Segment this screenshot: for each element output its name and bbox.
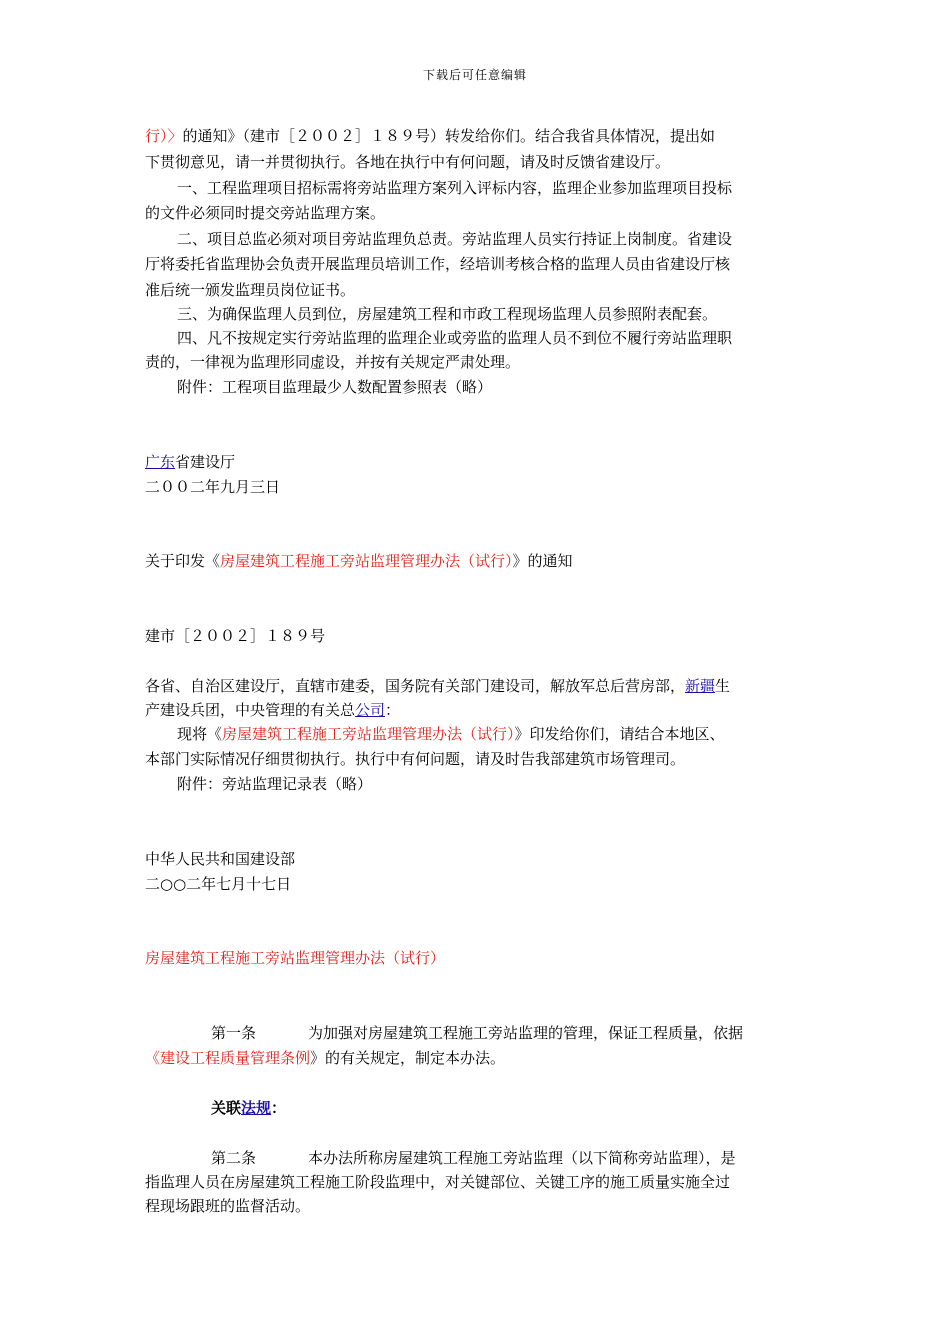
signature-2-date: 二○○二年七月十七日: [145, 875, 292, 893]
recipients-text-1: 各省、自治区建设厅，直辖市建委，国务院有关部门建设司，解放军总后营房部，: [145, 677, 686, 695]
signature-1-org-rest: 省建设厅: [175, 453, 236, 471]
article-1-text-end: 》的有关规定，制定本办法。: [310, 1049, 506, 1067]
item-4-line-2: 责的，一律视为监理形同虚设，并按有关规定严肃处理。: [145, 353, 521, 371]
company-link[interactable]: 公司: [355, 701, 386, 719]
item-2-line-1: 二、项目总监必须对项目旁站监理负总责。旁站监理人员实行持证上岗制度。省建设: [177, 230, 733, 248]
guangdong-link[interactable]: 广东: [145, 453, 176, 471]
article-1-line-2: [145, 1048, 505, 1068]
recipients-text-3: 产建设兵团，中央管理的有关总: [145, 701, 356, 719]
intro-line-2: 下贯彻意见，请一并贯彻执行。各地在执行中有何问题，请及时反馈省建设厅。: [145, 153, 671, 171]
notice-body-red: 房屋建筑工程施工旁站监理管理办法（试行）: [222, 725, 515, 743]
recipients-line-1: [145, 676, 730, 696]
signature-2-org: 中华人民共和国建设部: [145, 850, 296, 868]
notice-body-line-1: [177, 724, 725, 744]
recipients-text-2: 生: [715, 677, 731, 695]
notice-title-red: 房屋建筑工程施工旁站监理管理办法（试行）: [220, 552, 513, 570]
document-number: 建市［２００２］１８９号: [145, 627, 326, 645]
article-2-label: 第二条: [211, 1149, 257, 1167]
item-2-line-3: 准后统一颁发监理员岗位证书。: [145, 281, 356, 299]
item-4-line-1: 四、凡不按规定实行旁站监理的监理企业或旁监的监理人员不到位不履行旁站监理职: [177, 329, 733, 347]
intro-line-1: [145, 126, 715, 146]
article-1-line-1: [211, 1023, 743, 1043]
related-colon: ：: [271, 1099, 287, 1117]
article-2-line-1: [211, 1148, 736, 1168]
article-1-label: 第一条: [211, 1024, 257, 1042]
item-3: 三、为确保监理人员到位，房屋建筑工程和市政工程现场监理人员参照附表配套。: [177, 305, 718, 323]
article-2-line-3: 程现场跟班的监督活动。: [145, 1197, 311, 1215]
article-2-line-2: 指监理人员在房屋建筑工程施工阶段监理中，对关键部位、关键工序的施工质量实施全过: [145, 1173, 731, 1191]
notice-body-post: 》印发给你们，请结合本地区、: [514, 725, 725, 743]
article-1-regulation: 建设工程质量管理条例: [160, 1049, 311, 1067]
notice-title-pre: 关于印发《: [145, 552, 221, 570]
measures-title: 房屋建筑工程施工旁站监理管理办法（试行）: [145, 949, 446, 967]
notice-body-pre: 现将《: [177, 725, 223, 743]
page-header: 下载后可任意编辑: [422, 68, 527, 82]
xinjiang-link[interactable]: 新疆: [685, 677, 716, 695]
signature-1-org: [145, 452, 235, 472]
recipients-text-4: ：: [385, 701, 401, 719]
attachment-2: 附件：旁站监理记录表（略）: [177, 775, 373, 793]
related-label: 关联: [211, 1099, 242, 1117]
recipients-line-2: [145, 700, 400, 720]
item-1-line-1: 一、工程监理项目招标需将旁站监理方案列入评标内容，监理企业参加监理项目投标: [177, 179, 733, 197]
signature-1-date: 二００二年九月三日: [145, 478, 281, 496]
intro-red-text: 行）〉: [145, 127, 183, 145]
related-regulations: [211, 1098, 286, 1118]
notice-title-post: 》的通知: [512, 552, 573, 570]
article-2-text: 本办法所称房屋建筑工程施工旁站监理（以下简称旁站监理），是: [308, 1149, 736, 1167]
attachment-1: 附件：工程项目监理最少人数配置参照表（略）: [177, 378, 493, 396]
intro-text: 的通知》（建市［２００２］１８９号）转发给你们。结合我省具体情况，提出如: [182, 127, 716, 145]
notice-title: [145, 551, 573, 571]
item-2-line-2: 厅将委托省监理协会负责开展监理员培训工作，经培训考核合格的监理人员由省建设厅核: [145, 255, 731, 273]
notice-body-line-2: 本部门实际情况仔细贯彻执行。执行中有何问题，请及时告我部建筑市场管理司。: [145, 750, 686, 768]
item-1-line-2: 的文件必须同时提交旁站监理方案。: [145, 204, 386, 222]
article-1-quote-open: 《: [145, 1049, 161, 1067]
article-1-text: 为加强对房屋建筑工程施工旁站监理的管理，保证工程质量，依据: [308, 1024, 744, 1042]
regulations-link[interactable]: 法规: [241, 1099, 272, 1117]
